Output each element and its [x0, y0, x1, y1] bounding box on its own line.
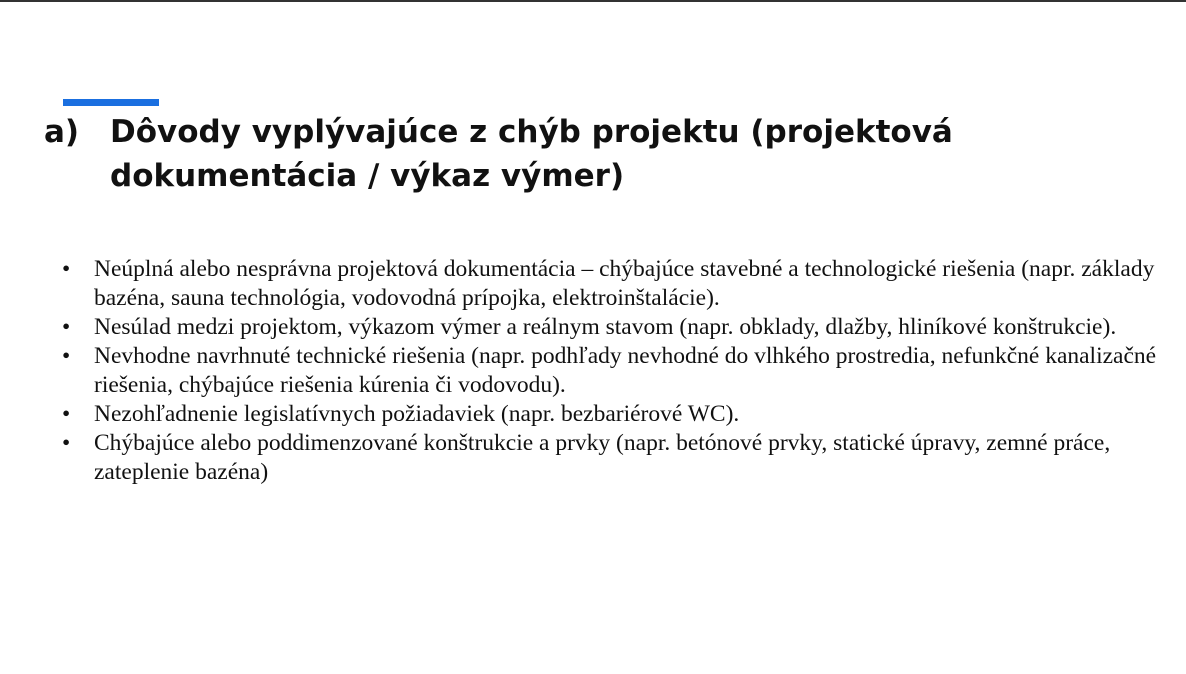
bullet-icon: •: [62, 343, 71, 369]
slide-title: [44, 110, 1144, 198]
title-prefix: a): [44, 114, 80, 150]
top-border: [0, 0, 1186, 2]
bullet-text: Nesúlad medzi projektom, výkazom výmer a reálnym stavom (napr. obklady, dlažby, hliníkové konštrukcie).: [94, 314, 1117, 340]
bullet-text: Neúplná alebo nesprávna projektová dokumentácia – chýbajúce stavebné a technologické riešenia (napr. základy bazéna, sauna technológia, vodovodná prípojka, elektroinštalácie).: [94, 256, 1155, 311]
bullet-icon: •: [62, 314, 71, 340]
list-item: [62, 342, 1162, 400]
bullet-list: [62, 255, 1162, 487]
title-accent-bar: [63, 99, 159, 106]
title-text: Dôvody vyplývajúce z chýb projektu (projektová dokumentácia / výkaz výmer): [110, 114, 953, 194]
list-item: [62, 429, 1162, 487]
bullet-icon: •: [62, 430, 71, 456]
list-item: [62, 313, 1162, 342]
list-item: [62, 400, 1162, 429]
bullet-text: Nezohľadnenie legislatívnych požiadaviek (napr. bezbariérové WC).: [94, 401, 740, 427]
bullet-text: Nevhodne navrhnuté technické riešenia (napr. podhľady nevhodné do vlhkého prostredia, nefunkčné kanalizačné riešenia, chýbajúce riešenia kúrenia či vodovodu).: [94, 343, 1157, 398]
bullet-icon: •: [62, 401, 71, 427]
bullet-icon: •: [62, 256, 71, 282]
list-item: [62, 255, 1162, 313]
bullet-text: Chýbajúce alebo poddimenzované konštrukcie a prvky (napr. betónové prvky, statické úpravy, zemné práce, zateplenie bazéna): [94, 430, 1111, 485]
